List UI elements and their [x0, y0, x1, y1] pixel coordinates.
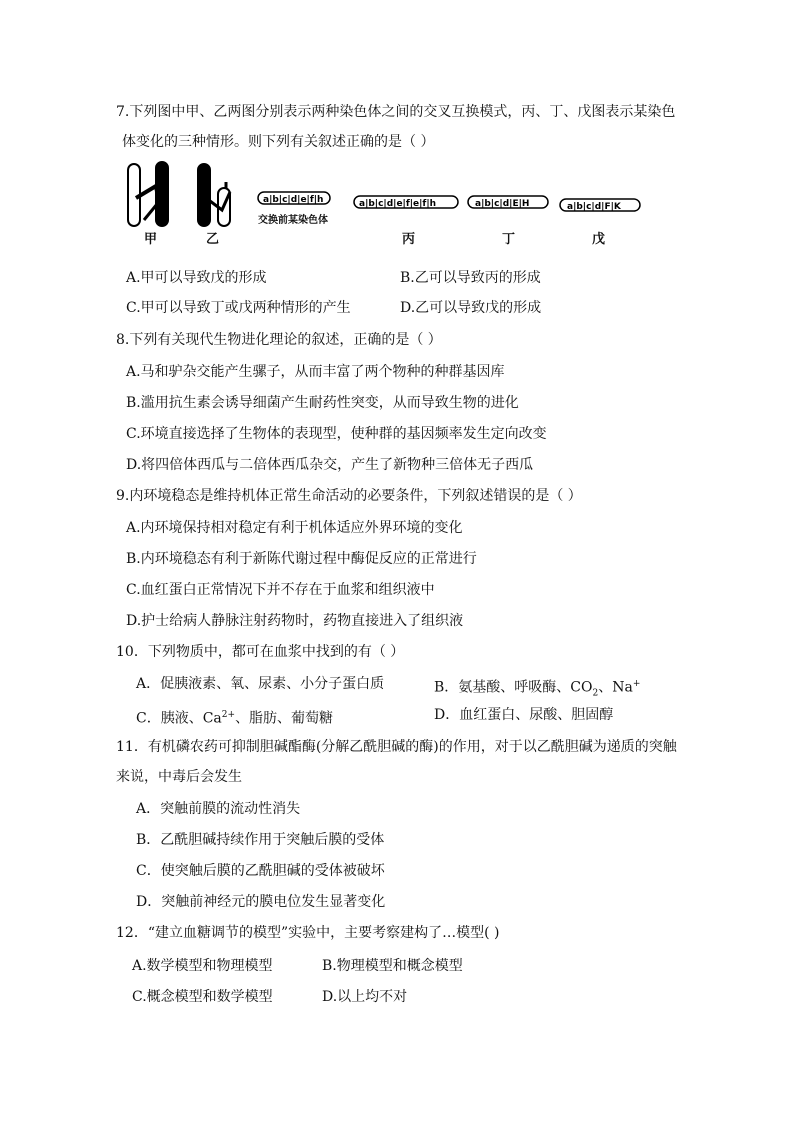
- q10-stem: 10．下列物质中，都可在血浆中找到的有（ ）: [116, 644, 405, 660]
- q10-b-text: B．氨基酸、呼吸酶、CO: [434, 679, 593, 696]
- label-yi: 乙: [206, 232, 220, 247]
- q8-option-c: C.环境直接选择了生物体的表现型，使种群的基因频率发生定向改变: [126, 426, 547, 442]
- q10-b-sub: 2: [592, 688, 599, 699]
- q8-option-d: D.将四倍体西瓜与二倍体西瓜杂交，产生了新物种三倍体无子西瓜: [126, 457, 534, 473]
- q7-option-b: B.乙可以导致丙的形成: [400, 270, 541, 286]
- q10-option-d: D．血红蛋白、尿酸、胆固醇: [434, 707, 614, 723]
- q12-option-d: D.以上均不对: [322, 989, 408, 1005]
- q12-option-b: B.物理模型和概念模型: [322, 958, 463, 974]
- q7-option-a: A.甲可以导致戊的形成: [126, 270, 267, 286]
- q11-option-d: D．突触前神经元的膜电位发生显著变化: [136, 894, 386, 910]
- q10-c-text: C．胰液、Ca: [136, 710, 222, 727]
- q10-option-c: [136, 705, 333, 729]
- label-bing: 丙: [402, 232, 416, 247]
- q10-b-mid: 、Na: [598, 679, 633, 696]
- q12-option-a: A.数学模型和物理模型: [132, 958, 273, 974]
- q9-option-b: B.内环境稳态有利于新陈代谢过程中酶促反应的正常进行: [126, 551, 477, 567]
- q10-b-sup: +: [632, 679, 641, 689]
- q9-stem: 9.内环境稳态是维持机体正常生命活动的必要条件，下列叙述错误的是（ ）: [116, 488, 582, 504]
- q10-option-b: [434, 674, 640, 703]
- q11-option-c: C．使突触后膜的乙酰胆碱的受体被破坏: [136, 863, 385, 879]
- q11-option-b: B．乙酰胆碱持续作用于突触后膜的受体: [136, 832, 385, 848]
- chromosome-pair-yi: [198, 164, 230, 226]
- chromosome-pair-jia: [128, 162, 168, 226]
- q9-option-c: C.血红蛋白正常情况下并不存在于血浆和组织液中: [126, 582, 435, 598]
- label-ding: 丁: [502, 232, 516, 247]
- orig-seq-text: a|b|c|d|e|f|h: [263, 195, 324, 205]
- label-jia: 甲: [144, 232, 158, 247]
- q12-option-c: C.概念模型和数学模型: [132, 989, 273, 1005]
- q9-option-a: A.内环境保持相对稳定有利于机体适应外界环境的变化: [126, 520, 463, 536]
- q7-option-c: C.甲可以导致丁或戊两种情形的产生: [126, 300, 351, 316]
- wu-seq-text: a|b|c|d|F|K: [567, 202, 621, 212]
- q8-option-a: A.马和驴杂交能产生骡子，从而丰富了两个物种的种群基因库: [126, 364, 505, 380]
- q10-c-sup: 2+: [221, 710, 236, 720]
- caption-original: 交换前某染色体: [258, 215, 328, 226]
- q12-stem: 12．“建立血糖调节的模型”实验中，主要考察建构了…模型( ): [116, 925, 500, 941]
- bing-seq-text: a|b|c|d|e|f|e|f|h: [359, 199, 437, 209]
- q7-chromosome-figure: [122, 158, 652, 253]
- q11-option-a: A．突触前膜的流动性消失: [136, 801, 301, 817]
- q11-stem-line2: 来说，中毒后会发生: [116, 769, 242, 785]
- q7-option-d: D.乙可以导致戊的形成: [400, 300, 542, 316]
- q7-stem-line1: 7.下列图中甲、乙两图分别表示两种染色体之间的交叉互换模式，丙、丁、戊图表示某染色: [116, 104, 676, 120]
- q8-stem: 8.下列有关现代生物进化理论的叙述，正确的是（ ）: [116, 332, 442, 348]
- chromosome-original: [258, 192, 330, 205]
- q10-c-post: 、脂肪、葡萄糖: [235, 710, 334, 727]
- chromosome-wu: [560, 199, 640, 212]
- q10-option-a: A．促胰液素、氧、尿素、小分子蛋白质: [136, 676, 385, 692]
- label-wu: 戊: [592, 232, 606, 247]
- q8-option-b: B.滥用抗生素会诱导细菌产生耐药性突变，从而导致生物的进化: [126, 395, 519, 411]
- q9-option-d: D.护士给病人静脉注射药物时，药物直接进入了组织液: [126, 613, 464, 629]
- q7-stem-line2: 体变化的三种情形。则下列有关叙述正确的是（ ）: [122, 134, 435, 150]
- chromosome-ding: [468, 196, 548, 209]
- chromosome-bing: [354, 196, 458, 209]
- chromosome-diagram: [122, 158, 652, 253]
- ding-seq-text: a|b|c|d|E|H: [475, 199, 530, 209]
- q11-stem-line1: 11．有机磷农药可抑制胆碱酯酶(分解乙酰胆碱的酶)的作用，对于以乙酰胆碱为递质的突触: [116, 739, 677, 755]
